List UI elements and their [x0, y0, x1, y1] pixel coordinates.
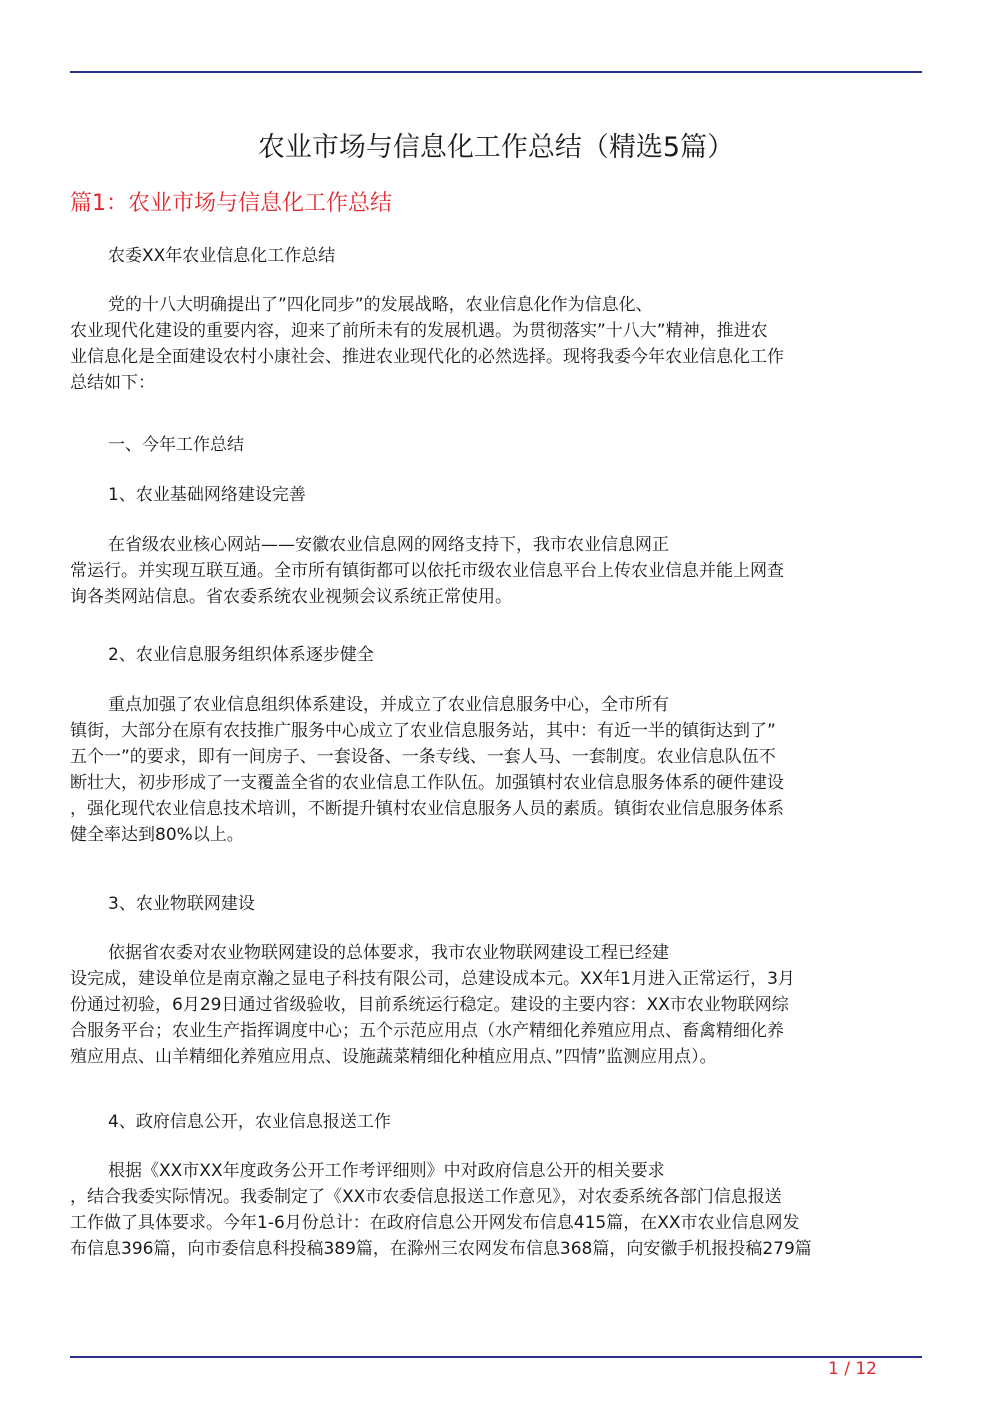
text-line: 一、今年工作总结 [108, 435, 244, 455]
text-line: 合服务平台；农业生产指挥调度中心；五个示范应用点（水产精细化养殖应用点、畜禽精细化养 [70, 1021, 784, 1041]
text-line: 根据《XX市XX年度政务公开工作考评细则》中对政府信息公开的相关要求 [108, 1161, 665, 1181]
paragraph-service [70, 692, 922, 848]
text-line: 2、农业信息服务组织体系逐步健全 [108, 645, 374, 665]
page-number: 1 / 12 [828, 1359, 877, 1379]
section-heading: 篇1：农业市场与信息化工作总结 [70, 191, 392, 216]
text-line: 依据省农委对农业物联网建设的总体要求，我市农业物联网建设工程已经建 [108, 943, 669, 963]
text-line: 党的十八大明确提出了”四化同步”的发展战略，农业信息化作为信息化、 [108, 295, 653, 315]
heading-iot [70, 891, 922, 917]
heading-service [70, 642, 922, 668]
text-line: ，结合我委实际情况。我委制定了《XX市农委信息报送工作意见》，对农委系统各部门信息报送 [70, 1187, 782, 1207]
text-line: 3、农业物联网建设 [108, 894, 255, 914]
heading-summary [70, 432, 922, 458]
text-line: 农委XX年农业信息化工作总结 [108, 246, 336, 266]
paragraph-disclosure [70, 1158, 922, 1262]
text-line: 在省级农业核心网站——安徽农业信息网的网络支持下，我市农业信息网正 [108, 535, 669, 555]
text-line: ，强化现代农业信息技术培训，不断提升镇村农业信息服务人员的素质。镇街农业信息服务体系 [70, 799, 784, 819]
text-line: 询各类网站信息。省农委系统农业视频会议系统正常使用。 [70, 587, 512, 607]
text-line: 殖应用点、山羊精细化养殖应用点、设施蔬菜精细化种植应用点、”四情”监测应用点）。 [70, 1047, 717, 1067]
heading-network [70, 482, 922, 508]
text-line: 布信息396篇，向市委信息科投稿389篇，在滁州三农网发布信息368篇，向安徽手机报投稿279篇 [70, 1239, 812, 1259]
text-line: 4、政府信息公开，农业信息报送工作 [108, 1112, 391, 1132]
text-line: 健全率达到80%以上。 [70, 825, 244, 845]
paragraph-subtitle [70, 243, 922, 269]
paragraph-intro [70, 292, 922, 396]
text-line: 农业现代化建设的重要内容，迎来了前所未有的发展机遇。为贯彻落实”十八大”精神，推进农 [70, 321, 768, 341]
text-line: 1、农业基础网络建设完善 [108, 485, 306, 505]
header-rule [70, 71, 922, 73]
text-line: 断壮大，初步形成了一支覆盖全省的农业信息工作队伍。加强镇村农业信息服务体系的硬件建设 [70, 773, 784, 793]
text-line: 镇街，大部分在原有农技推广服务中心成立了农业信息服务站，其中：有近一半的镇街达到了” [70, 721, 776, 741]
heading-disclosure [70, 1109, 922, 1135]
text-line: 常运行。并实现互联互通。全市所有镇街都可以依托市级农业信息平台上传农业信息并能上网查 [70, 561, 784, 581]
footer-rule [70, 1356, 922, 1358]
text-line: 重点加强了农业信息组织体系建设，并成立了农业信息服务中心，全市所有 [108, 695, 669, 715]
document-title: 农业市场与信息化工作总结（精选5篇） [257, 132, 735, 163]
text-line: 业信息化是全面建设农村小康社会、推进农业现代化的必然选择。现将我委今年农业信息化工作 [70, 347, 784, 367]
paragraph-network [70, 532, 922, 610]
text-line: 设完成，建设单位是南京瀚之显电子科技有限公司，总建设成本元。XX年1月进入正常运行，3月 [70, 969, 795, 989]
text-line: 份通过初验，6月29日通过省级验收，目前系统运行稳定。建设的主要内容：XX市农业物联网综 [70, 995, 789, 1015]
text-line: 总结如下： [70, 373, 155, 393]
text-line: 工作做了具体要求。今年1-6月份总计：在政府信息公开网发布信息415篇，在XX市农业信息网发 [70, 1213, 800, 1233]
text-line: 五个一”的要求，即有一间房子、一套设备、一条专线、一套人马、一套制度。农业信息队伍不 [70, 747, 776, 767]
paragraph-iot [70, 940, 922, 1070]
